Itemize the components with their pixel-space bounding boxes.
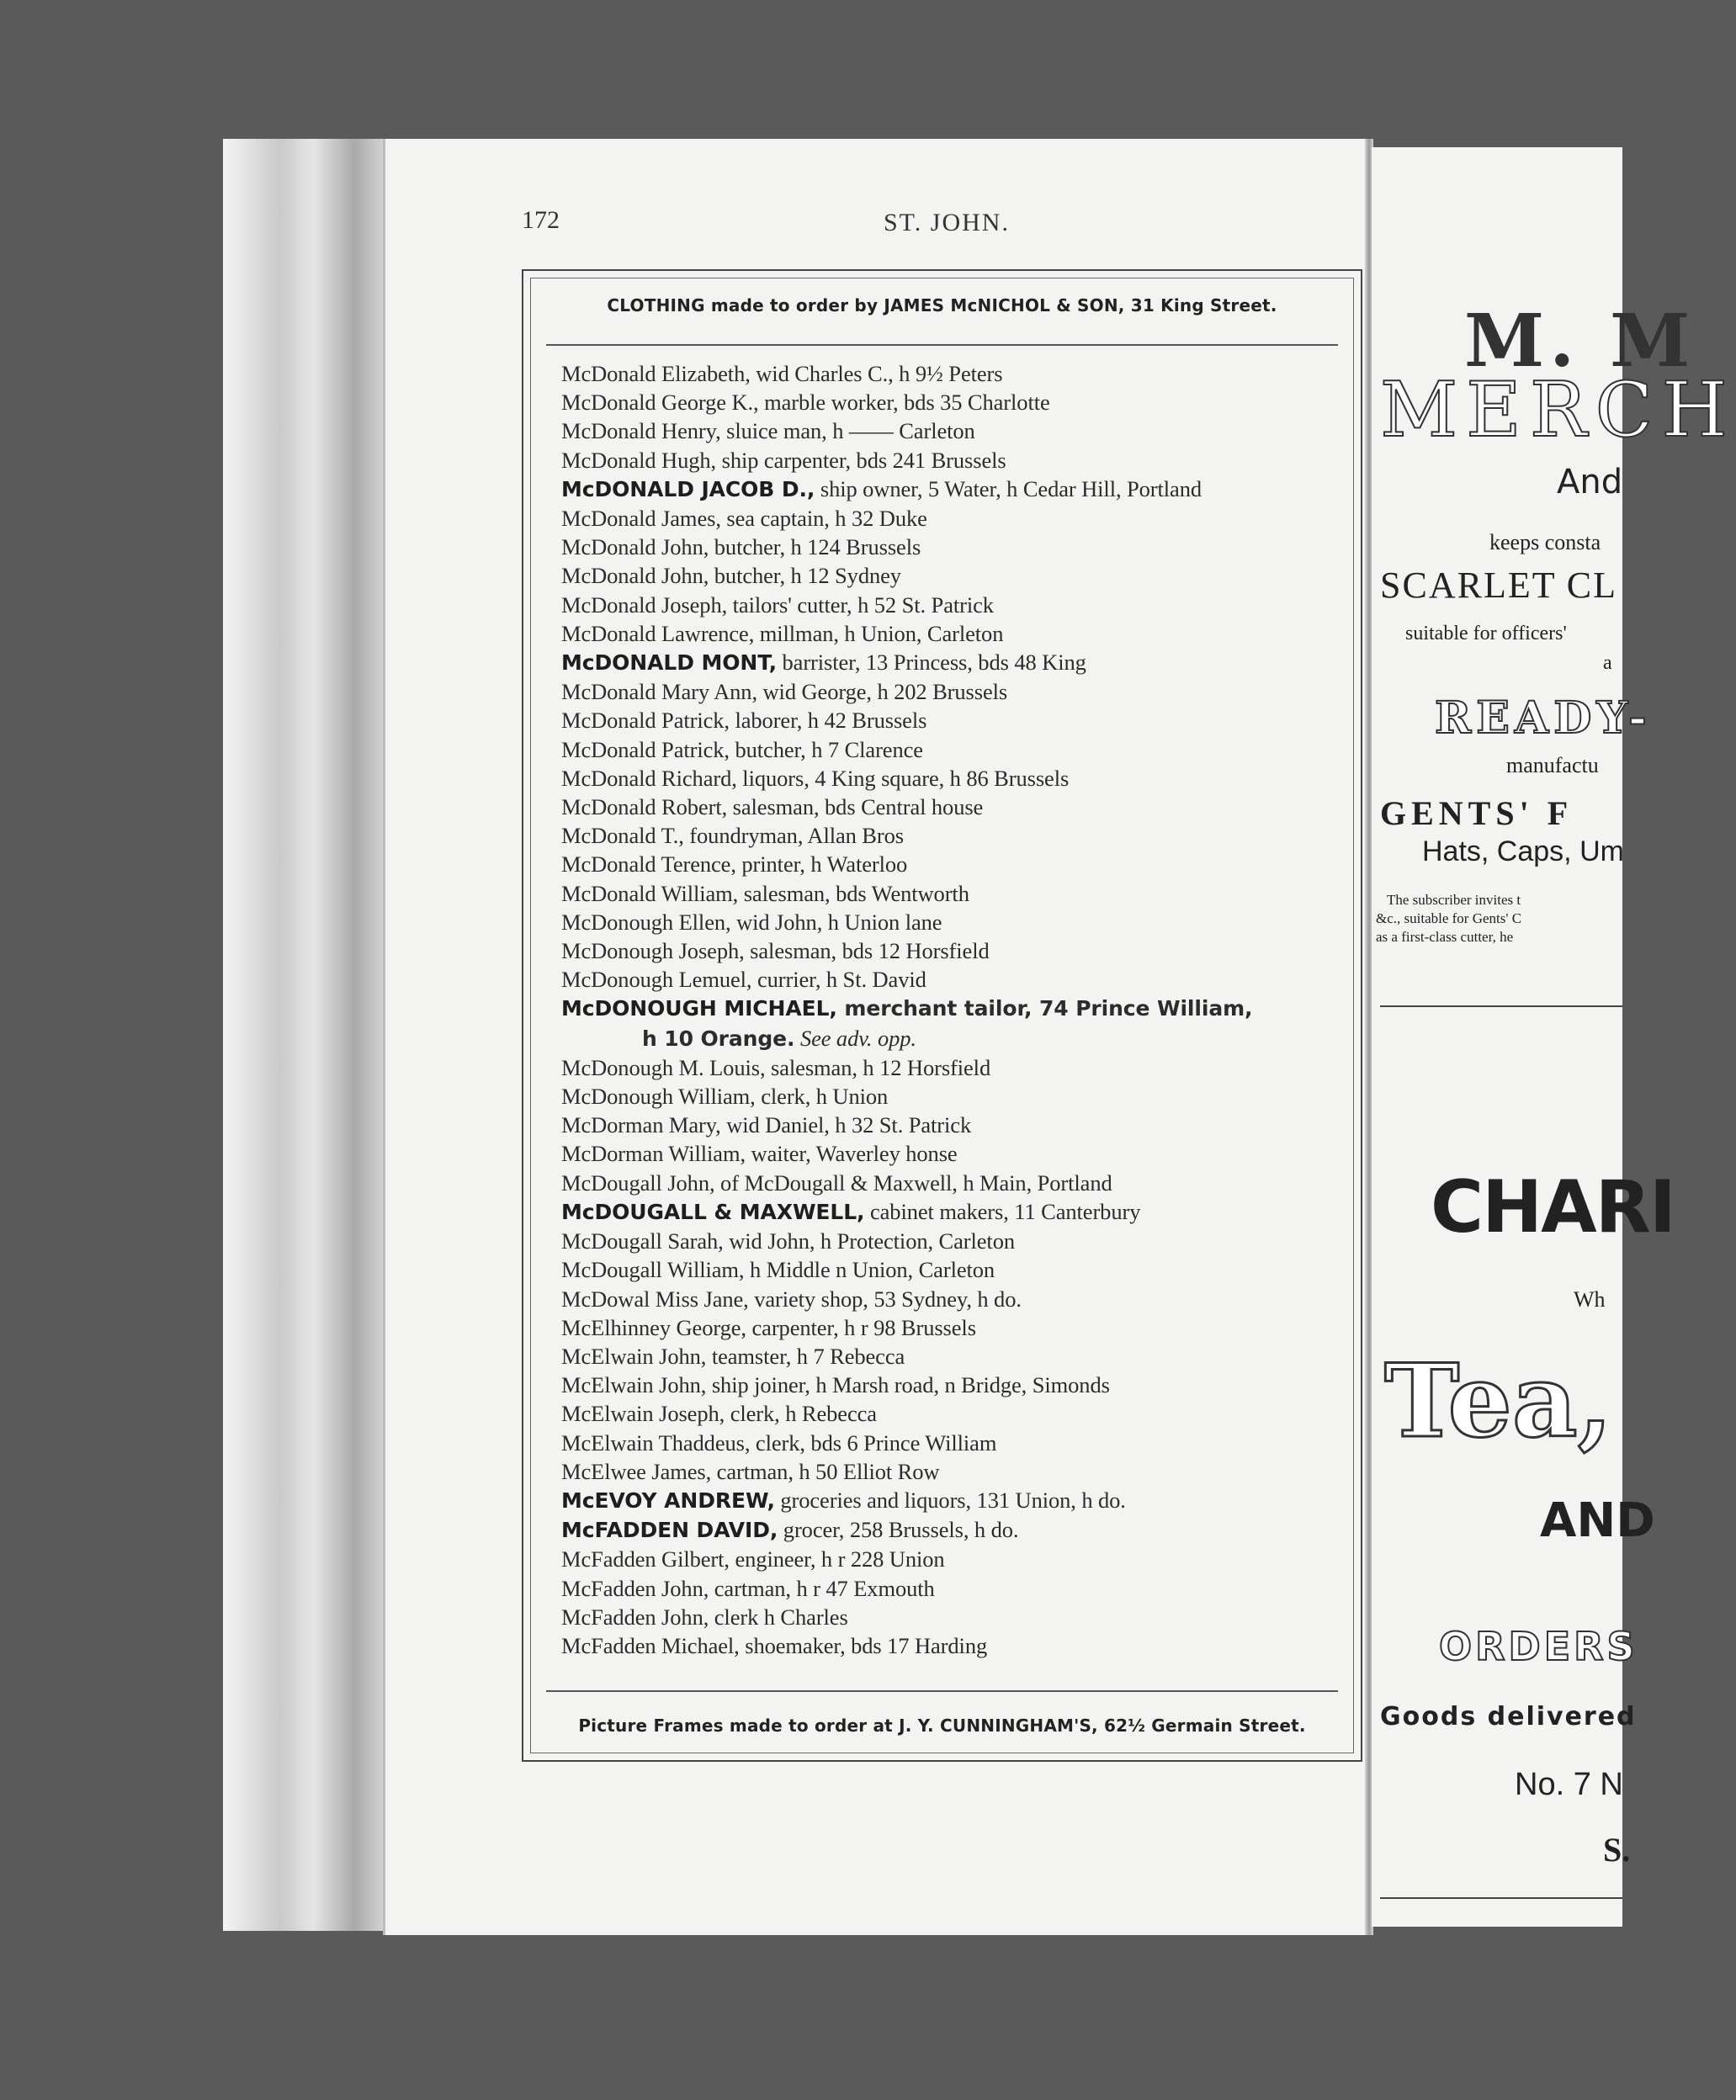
entry-details: marble worker, bds 35 Charlotte: [758, 390, 1050, 416]
directory-frame-inner: [530, 278, 1354, 1753]
directory-entry: [561, 1486, 1350, 1515]
facing-line-3: And: [1557, 463, 1623, 501]
facing-line-7: a: [1603, 652, 1612, 674]
directory-entry: [561, 359, 1350, 388]
directory-entry: [561, 1429, 1350, 1457]
entry-details: teamster, h 7 Rebecca: [706, 1343, 905, 1369]
entry-details: shoemaker, bds 17 Harding: [739, 1632, 988, 1658]
entry-details: millman, h Union, Carleton: [754, 620, 1004, 646]
facing-line-21: No. 7 N: [1515, 1767, 1623, 1802]
entry-details: wid Charles C., h 9½ Peters: [750, 361, 1003, 386]
facing-line-4: keeps consta: [1489, 530, 1601, 554]
entry-details: ship joiner, h Marsh road, n Bridge, Simonds: [706, 1372, 1110, 1398]
entry-name: McDougall John,: [561, 1169, 715, 1196]
directory-entry: [561, 793, 1350, 821]
entry-see-advert-note: See adv. opp.: [799, 1025, 916, 1051]
entry-continuation-text: h 10 Orange.: [642, 1026, 795, 1051]
directory-entry: [561, 965, 1350, 994]
directory-entry: [561, 1371, 1350, 1399]
facing-line-15: CHARI: [1431, 1165, 1675, 1249]
entry-name: McFADDEN DAVID,: [561, 1518, 778, 1543]
entry-details: groceries and liquors, 131 Union, h do.: [774, 1487, 1126, 1513]
entry-details: salesman, bds 12 Horsfield: [744, 938, 990, 964]
entry-details: ship owner, 5 Water, h Cedar Hill, Portland: [815, 475, 1202, 501]
directory-entry: [561, 1342, 1350, 1371]
directory-entry: [561, 533, 1350, 561]
facing-line-16: Wh: [1574, 1287, 1606, 1312]
directory-entry: [561, 936, 1350, 965]
book-edge: [223, 139, 387, 1931]
entry-details: sea captain, h 32 Duke: [720, 506, 927, 532]
directory-entry: [561, 821, 1350, 850]
entry-name: McDonough M. Louis,: [561, 1054, 766, 1080]
directory-entry: [561, 1313, 1350, 1342]
entry-name: McFadden Michael,: [561, 1632, 740, 1658]
directory-entry: [561, 1169, 1350, 1197]
directory-entry: [561, 1603, 1350, 1631]
entry-details: butcher, h 12 Sydney: [709, 563, 901, 589]
facing-line-11: Hats, Caps, Um: [1422, 835, 1624, 867]
directory-frame: [522, 269, 1362, 1762]
entry-details: barrister, 13 Princess, bds 48 King: [777, 650, 1086, 676]
entry-name: McDorman William,: [561, 1141, 746, 1167]
directory-entry: [561, 908, 1350, 936]
directory-entry: [561, 677, 1350, 706]
entry-name: McDONALD JACOB D.,: [561, 476, 815, 501]
directory-entry: [561, 591, 1350, 619]
entry-details: merchant tailor, 74 Prince William,: [836, 996, 1253, 1021]
directory-entry-continuation: [561, 1024, 1350, 1053]
directory-entry: [561, 619, 1350, 648]
top-rule: [546, 344, 1338, 346]
entry-details: grocer, 258 Brussels, h do.: [778, 1517, 1019, 1543]
directory-entry: [561, 648, 1350, 677]
bottom-advertisement: Picture Frames made to order at J. Y. CUNNINGHAM'S, 62½ Germain Street.: [578, 1716, 1306, 1736]
facing-line-2: MERCH: [1380, 366, 1736, 454]
directory-entry: [561, 764, 1350, 793]
entry-details: butcher, h 124 Brussels: [709, 534, 921, 560]
facing-line-9: manufactu: [1506, 753, 1599, 777]
entry-name: McDonough Ellen,: [561, 909, 731, 935]
directory-entry: [561, 1197, 1350, 1227]
entry-name: McDonald Mary Ann,: [561, 679, 757, 705]
entry-name: McDonald Robert,: [561, 794, 728, 820]
entry-name: McDonald Richard,: [561, 765, 737, 791]
directory-entry: [561, 706, 1350, 734]
entry-name: McDonald Henry,: [561, 418, 721, 444]
directory-entry: [561, 504, 1350, 533]
facing-line-20: Goods delivered: [1380, 1702, 1637, 1731]
entry-details: clerk h Charles: [709, 1604, 848, 1630]
entry-details: of McDougall & Maxwell, h Main, Portland: [714, 1169, 1112, 1196]
entry-name: McDonald Elizabeth,: [561, 361, 751, 386]
facing-line-12: The subscriber invites t: [1387, 892, 1521, 908]
facing-line-14: as a first-class cutter, he: [1376, 929, 1514, 945]
entry-details: cartman, h 50 Elliot Row: [711, 1458, 940, 1484]
entry-name: McDougall Sarah,: [561, 1228, 724, 1254]
entry-name: McElwain Thaddeus,: [561, 1429, 751, 1456]
top-advertisement: CLOTHING made to order by JAMES McNICHOL & SON, 31 King Street.: [607, 295, 1277, 316]
entry-details: clerk, bds 6 Prince William: [750, 1429, 997, 1456]
facing-line-6: suitable for officers': [1405, 623, 1567, 644]
directory-entry: [561, 1255, 1350, 1284]
directory-entry: [561, 1139, 1350, 1168]
directory-entry: [561, 1631, 1350, 1660]
entry-details: ship carpenter, bds 241 Brussels: [716, 447, 1006, 473]
directory-entry: [561, 1082, 1350, 1111]
entry-details: salesman, bds Central house: [727, 794, 984, 820]
entry-details: salesman, h 12 Horsfield: [765, 1054, 991, 1080]
bottom-rule: [546, 1690, 1338, 1692]
entry-name: McDOUGALL & MAXWELL,: [561, 1199, 865, 1224]
entry-name: McFadden John,: [561, 1604, 709, 1630]
facing-line-5: SCARLET CL: [1380, 565, 1618, 606]
entry-name: McDONOUGH MICHAEL,: [561, 996, 837, 1021]
entry-name: McDowal Miss Jane,: [561, 1286, 749, 1312]
entry-name: McElwain John,: [561, 1372, 707, 1398]
directory-entry: [561, 1227, 1350, 1255]
entry-details: liquors, 4 King square, h 86 Brussels: [736, 765, 1070, 791]
directory-entry: [561, 446, 1350, 475]
entry-name: McEVOY ANDREW,: [561, 1488, 775, 1513]
directory-entries: [561, 359, 1350, 1660]
entry-details: wid John, h Union lane: [730, 909, 942, 935]
entry-name: McDonald Patrick,: [561, 736, 730, 762]
entry-details: clerk, h Rebecca: [725, 1401, 877, 1427]
directory-entry: [561, 1515, 1350, 1545]
entry-details: salesman, bds Wentworth: [738, 880, 969, 906]
entry-details: sluice man, h —— Carleton: [720, 418, 975, 444]
entry-details: currier, h St. David: [751, 967, 926, 993]
directory-entry: [561, 561, 1350, 590]
page-number: 172: [522, 206, 560, 234]
directory-entry: [561, 1399, 1350, 1428]
directory-entry: [561, 1053, 1350, 1082]
entry-name: McDonald John,: [561, 563, 709, 589]
facing-line-18: AND: [1540, 1493, 1655, 1548]
entry-details: wid George, h 202 Brussels: [757, 679, 1008, 705]
entry-name: McDonald Hugh,: [561, 447, 717, 473]
directory-entry: [561, 1545, 1350, 1573]
directory-entry: [561, 1574, 1350, 1603]
directory-entry: [561, 1285, 1350, 1313]
facing-page-advertisement: [1372, 147, 1736, 1927]
entry-name: McDonough Joseph,: [561, 938, 745, 964]
entry-name: McElwain Joseph,: [561, 1401, 725, 1427]
entry-details: waiter, Waverley honse: [746, 1141, 958, 1167]
facing-line-19: ORDERS: [1439, 1624, 1638, 1669]
running-head: ST. JOHN.: [884, 209, 1010, 236]
entry-name: McElwain John,: [561, 1343, 707, 1369]
entry-name: McDonald Lawrence,: [561, 620, 755, 646]
facing-line-8: READY-: [1435, 692, 1652, 744]
facing-line-10: GENTS' F: [1380, 794, 1574, 832]
directory-entry: [561, 1111, 1350, 1139]
directory-entry: [561, 416, 1350, 445]
entry-details: cartman, h r 47 Exmouth: [709, 1575, 935, 1601]
entry-details: laborer, h 42 Brussels: [729, 708, 927, 734]
entry-details: wid Daniel, h 32 St. Patrick: [720, 1112, 972, 1138]
entry-name: McDorman Mary,: [561, 1112, 721, 1138]
facing-line-13: &c., suitable for Gents' C: [1376, 910, 1522, 926]
entry-name: McDONALD MONT,: [561, 650, 777, 676]
entry-details: butcher, h 7 Clarence: [729, 736, 923, 762]
entry-details: printer, h Waterloo: [735, 851, 908, 878]
directory-entry: [561, 850, 1350, 878]
entry-name: McDougall William,: [561, 1257, 745, 1283]
entry-name: McDonough Lemuel,: [561, 967, 752, 993]
entry-name: McDonald Patrick,: [561, 708, 730, 734]
entry-details: engineer, h r 228 Union: [729, 1546, 945, 1572]
facing-rule-2: [1380, 1897, 1622, 1899]
entry-name: McDonald William,: [561, 880, 739, 906]
directory-entry: [561, 879, 1350, 908]
entry-details: clerk, h Union: [755, 1084, 889, 1110]
facing-rule-1: [1380, 1005, 1622, 1007]
directory-entry: [561, 735, 1350, 764]
directory-entry: [561, 994, 1350, 1023]
directory-entry: [561, 1457, 1350, 1486]
entry-name: McFadden John,: [561, 1575, 709, 1601]
entry-name: McDonald T.,: [561, 823, 684, 849]
entry-name: McElhinney George,: [561, 1314, 746, 1340]
entry-details: foundryman, Allan Bros: [683, 823, 904, 849]
entry-name: McDonald James,: [561, 506, 721, 532]
directory-entry: [561, 388, 1350, 416]
entry-details: variety shop, 53 Sydney, h do.: [748, 1286, 1022, 1312]
entry-details: wid John, h Protection, Carleton: [723, 1228, 1015, 1254]
entry-name: McDonough William,: [561, 1084, 756, 1110]
entry-name: McDonald John,: [561, 534, 709, 560]
entry-details: cabinet makers, 11 Canterbury: [864, 1198, 1141, 1224]
directory-entry: [561, 475, 1350, 504]
entry-details: h Middle n Union, Carleton: [744, 1257, 995, 1283]
entry-name: McDonald Terence,: [561, 851, 736, 878]
entry-details: tailors' cutter, h 52 St. Patrick: [727, 591, 994, 618]
facing-line-22: S.: [1603, 1831, 1631, 1869]
entry-name: McElwee James,: [561, 1458, 712, 1484]
entry-name: McDonald Joseph,: [561, 591, 728, 618]
entry-name: McDonald George K.,: [561, 390, 759, 416]
facing-line-1: M. M: [1464, 299, 1696, 384]
entry-name: McFadden Gilbert,: [561, 1546, 730, 1572]
entry-details: carpenter, h r 98 Brussels: [746, 1314, 976, 1340]
facing-line-17: Tea,: [1384, 1342, 1613, 1461]
